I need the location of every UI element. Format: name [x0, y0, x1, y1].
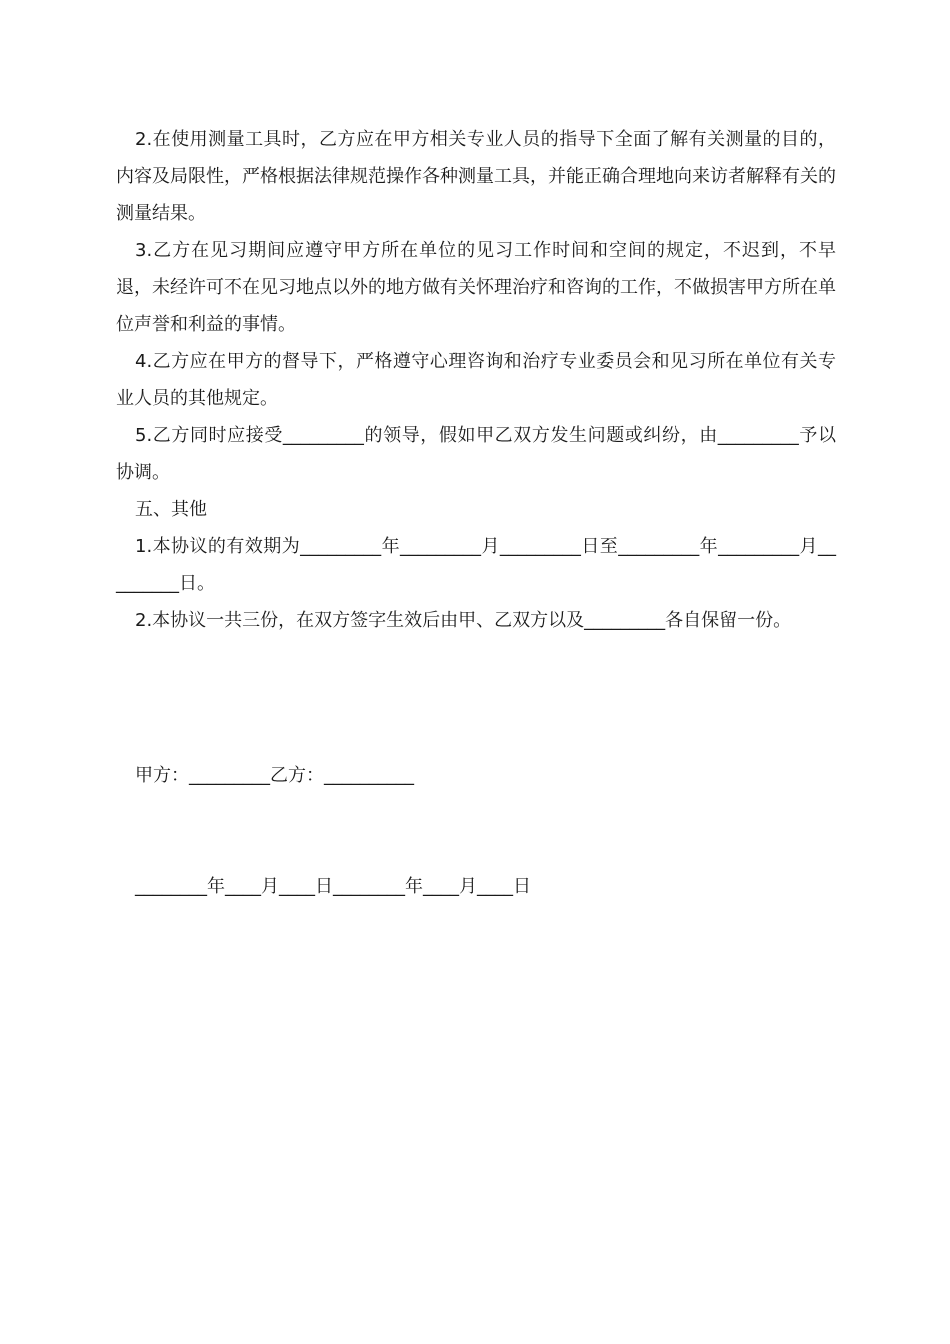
document-body	[116, 121, 836, 639]
signature-block	[135, 683, 531, 979]
clause-5-leadership: 5.乙方同时应接受_________的领导，假如甲乙双方发生问题或纠纷，由_________予以协调。	[116, 425, 836, 483]
other-clause-2-copies: 2.本协议一共三份，在双方签字生效后由甲、乙双方以及_________各自保留一份。	[135, 610, 792, 631]
clause-2-measurement-tools: 2.在使用测量工具时，乙方应在甲方相关专业人员的指导下全面了解有关测量的目的，内容及局限性，严格根据法律规范操作各种测量工具，并能正确合理地向来访者解释有关的测量结果。	[116, 129, 836, 224]
signature-date-line: ________年____月____日________年____月____日	[135, 876, 531, 897]
other-clause-1-validity: 1.本协议的有效期为_________年_________月_________日至_________年_________月_________日。	[116, 536, 836, 594]
section-heading-other: 五、其他	[135, 499, 207, 520]
clause-4-supervision: 4.乙方应在甲方的督导下，严格遵守心理咨询和治疗专业委员会和见习所在单位有关专业人员的其他规定。	[116, 351, 836, 409]
signature-parties-line: 甲方：_________乙方：__________	[135, 765, 414, 786]
clause-3-internship-rules: 3.乙方在见习期间应遵守甲方所在单位的见习工作时间和空间的规定，不迟到，不早退，未经许可不在见习地点以外的地方做有关怀理治疗和咨询的工作，不做损害甲方所在单位声誉和利益的事情。	[116, 240, 836, 335]
